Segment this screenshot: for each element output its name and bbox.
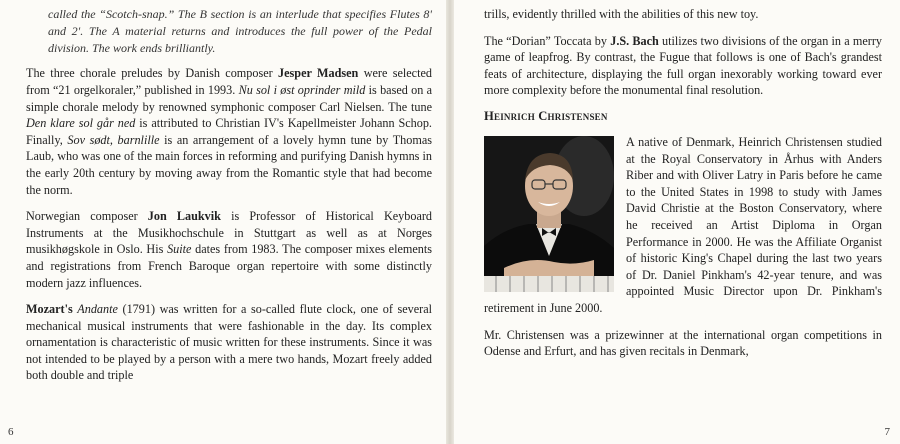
portrait-photo: [484, 136, 614, 292]
text: is Professor of Historical Keyboard Instruments at the Musikhochschule in Stuttgart as well as at Norges musikhøgskole in Oslo. His: [26, 209, 433, 257]
work-title: Suite: [167, 242, 192, 257]
composer-name: J.S. Bach: [610, 33, 659, 48]
left-page: [0, 0, 446, 444]
composer-name: Jesper Madsen: [278, 66, 359, 81]
trills-paragraph: trills, evidently thrilled with the abilities of this new toy.: [484, 7, 759, 21]
bio-paragraph: A native of Denmark, Heinrich Christensen studied at the Royal Conservatory in Århus with Anders Riber and with Oliver Latry in Paris before he came to the United States in 1998 to study with James David Christie at the Boston Conservatory, where he received an Artist Diploma in Organ Performance in 2000. He was the Affiliate Organist of historic King's Chapel during the last two years of Dr. Daniel Pinkham's 42-year tenure, and was appointed Music Director upon Dr. Pinkham's retirement in June 2000.: [484, 134, 882, 315]
competitions-paragraph: Mr. Christensen was a prizewinner at the international organ competitions in Odense and Erfurt, and has given recitals in Denmark,: [484, 327, 882, 359]
work-title: Sov sødt, barnlille: [67, 132, 160, 147]
work-title: Nu sol i øst oprinder mild: [238, 82, 366, 97]
text: is attributed to Christian IV's Kapellmeister Johann Schop. Finally,: [26, 116, 432, 147]
text: dates from 1983. The composer mixes elements and registrations from French Baroque organ repertoire with some distinctly modern jazz influences.: [26, 242, 432, 290]
bio-section: [484, 134, 882, 317]
text: (1791) was written for a so-called flute clock, one of several mechanical musical instruments that were fashionable in the day. Its complex ornamentation is characteristic of music written for these instruments. Since it was not intended to be played by a person with a mere two hands, Mozart freely added both double and triple: [26, 302, 433, 383]
composer-name: Jon Laukvik: [147, 209, 221, 224]
text: Norwegian composer: [26, 209, 148, 224]
intro-paragraph: called the “Scotch-snap.” The B section is an interlude that specifies Flutes 8' and 2'. The A material returns and introduces the full power of the Pedal division. The work ends brilliantly.: [48, 7, 432, 55]
text: The three chorale preludes by Danish composer: [26, 66, 279, 81]
portrait-illustration: [484, 136, 614, 292]
book-gutter: [446, 0, 454, 444]
bach-paragraph: [484, 33, 882, 99]
text: is based on a simple chorale melody by renowned symphonic composer Carl Nielsen. The tune: [26, 82, 432, 114]
text: is an arrangement of a lovely hymn tune by Thomas Laub, who was one of the main forces in reforming and purifying Danish hymns in the early 20th century by moving away from the Romantic style that had become the norm.: [26, 132, 432, 197]
composer-name: Mozart's: [26, 302, 73, 317]
work-title: Andante: [77, 302, 118, 317]
text: utilizes two divisions of the organ in a merry game of leapfrog. By contrast, the Fugue that follows is one of Bach's grandest feats of architecture, displaying the full organ inexorably working toward ever more complexity before the monumental final resolution.: [484, 33, 882, 98]
madsen-paragraph: [26, 65, 432, 198]
mozart-paragraph: [26, 301, 432, 384]
text: The “Dorian” Toccata by: [484, 33, 611, 48]
right-page: [454, 0, 900, 444]
laukvik-paragraph: [26, 208, 432, 291]
section-heading: Heinrich Christensen: [484, 108, 608, 123]
page-number-left: 6: [8, 426, 14, 438]
text: were selected from “21 orgelkoraler,” published in 1993.: [26, 66, 432, 97]
page-number-right: 7: [884, 426, 890, 438]
work-title: Den klare sol går ned: [26, 116, 136, 131]
